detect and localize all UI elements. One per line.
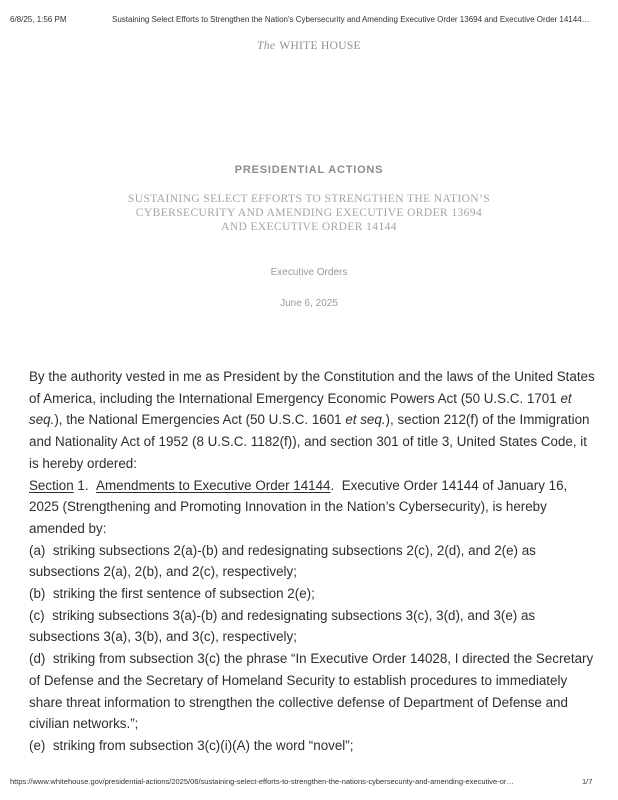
section-1-text: Executive Order 14144 of January 16, 2025 (Strengthening and Promoting Innovation in the Nation’s Cybersecurity), is hereby amended by: xyxy=(29,477,568,536)
list-item: (a) striking subsections 2(a)-(b) and redesignating subsections 2(c), 2(d), and 2(e) as subsections 2(a), 2(b), and 2(c), respectively; xyxy=(29,542,536,580)
publish-date: June 6, 2025 xyxy=(280,298,338,309)
title-line-3: AND EXECUTIVE ORDER 14144 xyxy=(221,221,397,233)
section-label[interactable]: PRESIDENTIAL ACTIONS xyxy=(234,164,384,176)
site-logo[interactable] xyxy=(0,40,618,52)
section-word: Section xyxy=(29,477,74,493)
list-item: (c) striking subsections 3(a)-(b) and redesignating subsections 3(c), 3(d), and 3(e) as subsections 3(a), 3(b), and 3(c), respectively; xyxy=(29,607,536,645)
print-page-title: Sustaining Select Efforts to Strengthen the Nation's Cybersecurity and Amending Executive Order 13694 and Executive Order 14144… xyxy=(112,15,590,24)
title-line-2: CYBERSECURITY AND AMENDING EXECUTIVE ORDER 13694 xyxy=(135,207,483,219)
section-heading: Amendments to Executive Order 14144 xyxy=(96,477,331,493)
page-title xyxy=(110,192,508,234)
intro-paragraph: By the authority vested in me as President by the Constitution and the laws of the United States of America, including the International Emergency Economic Powers Act (50 U.S.C. 1701 et seq.), the National Emergencies Act (50 U.S.C. 1601 et seq.), section 212(f) of the Immigration and Nationality Act of 1952 (8 U.S.C. 1182(f)), and section 301 of title 3, United States Code, it is hereby ordered: xyxy=(29,369,595,471)
logo-the: The xyxy=(257,40,276,52)
article-body xyxy=(29,366,597,757)
list-item: (b) striking the first sentence of subsection 2(e); xyxy=(29,586,315,602)
section-number: 1 xyxy=(77,477,85,493)
print-datetime: 6/8/25, 1:56 PM xyxy=(10,15,67,24)
title-line-1: SUSTAINING SELECT EFFORTS TO STRENGTHEN THE NATION’S xyxy=(127,193,491,205)
section-1-paragraph: Section 1. Amendments to Executive Order 14144. Executive Order 14144 of January 16, 2025 (Strengthening and Promoting Innovation in the Nation’s Cybersecurity), is hereby amended by: xyxy=(29,477,568,536)
logo-name: WHITE HOUSE xyxy=(279,40,361,52)
list-item: (d) striking from subsection 3(c) the phrase “In Executive Order 14028, I directed the Secretary of Defense and the Secretary of Homeland Security to establish procedures to immediately share threat information to strengthen the collective defense of Department of Defense and civilian networks.”; xyxy=(29,651,594,732)
page-indicator: 1/7 xyxy=(582,777,593,786)
category-link[interactable]: Executive Orders xyxy=(270,267,348,278)
footer-url: https://www.whitehouse.gov/presidential-actions/2025/06/sustaining-select-efforts-to-strengthen-the-nations-cybersecurity-and-amending-executive-or… xyxy=(10,777,514,786)
list-item: (e) striking from subsection 3(c)(i)(A) the word “novel”; xyxy=(29,737,354,753)
